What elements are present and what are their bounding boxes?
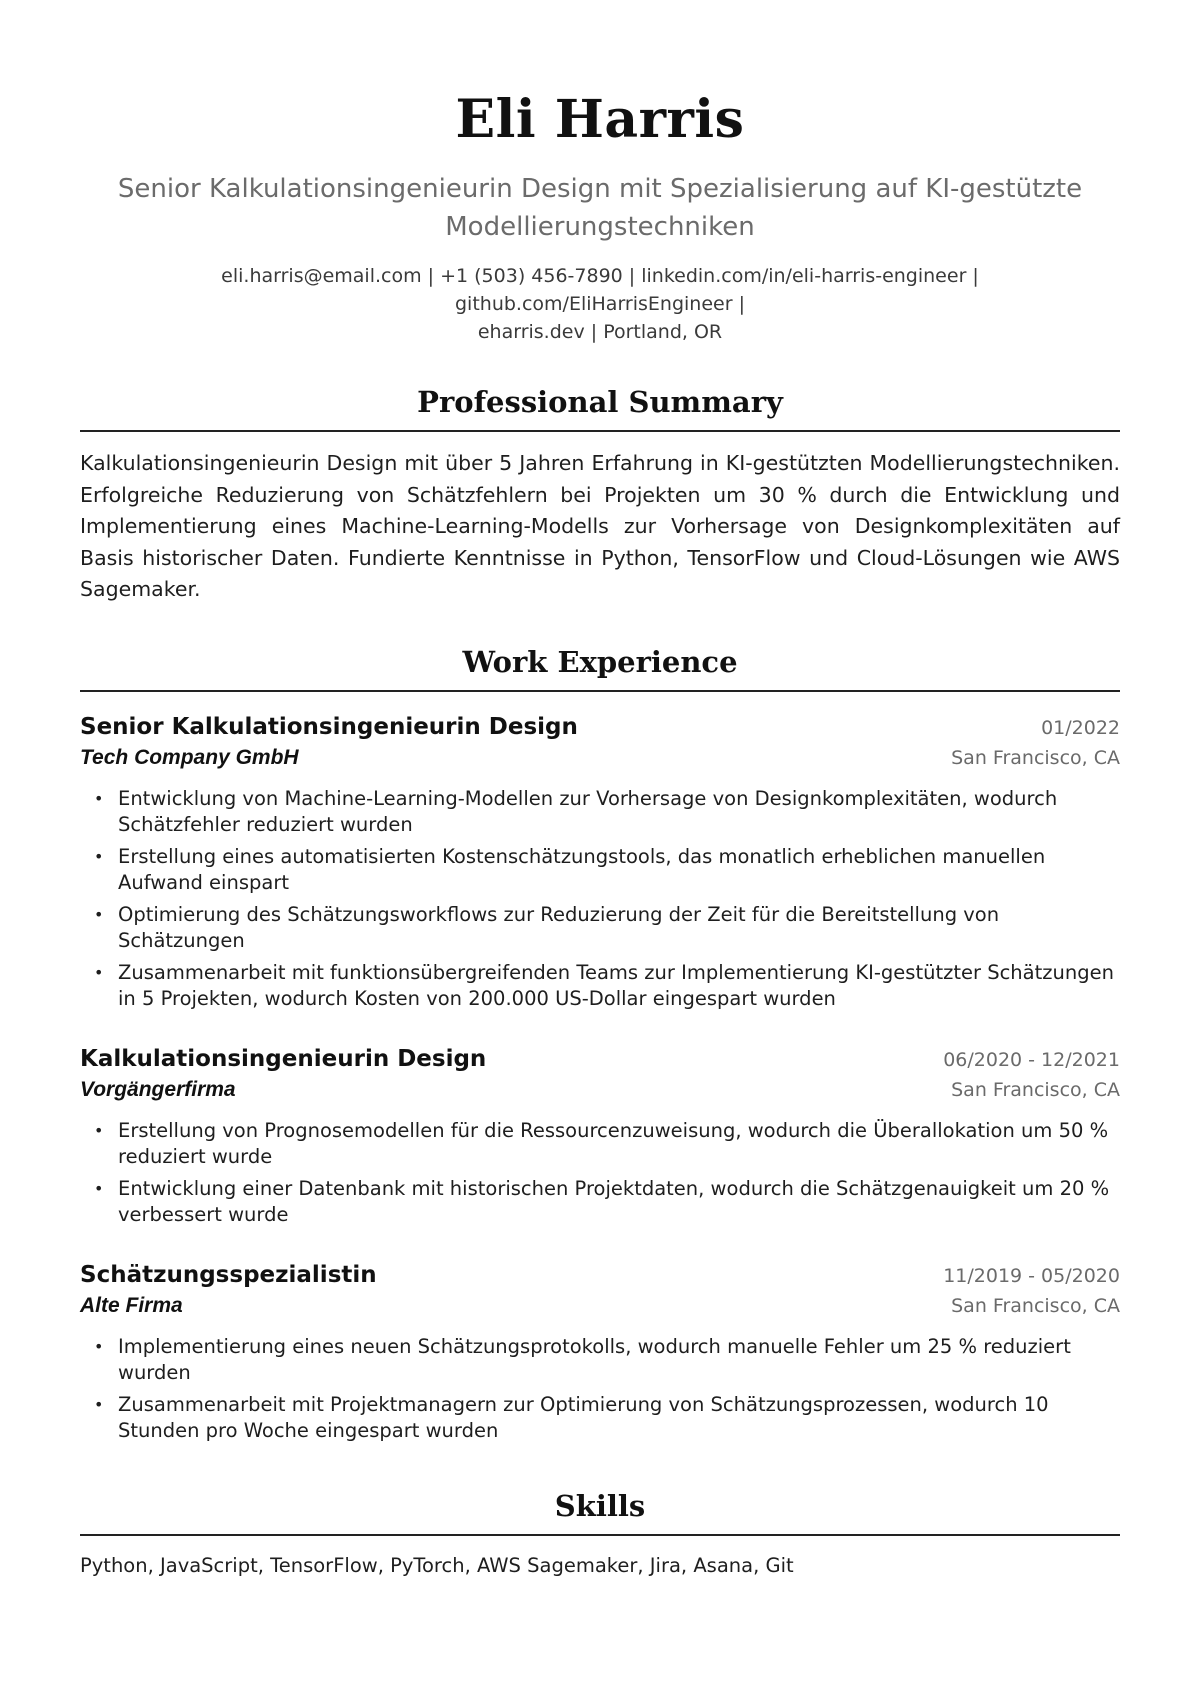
bullet-list	[80, 1334, 1120, 1444]
bullet-text: Optimierung des Schätzungsworkflows zur Reduzierung der Zeit für die Bereitstellung von Schätzungen	[118, 902, 1000, 952]
company-name: Alte Firma	[80, 1293, 183, 1317]
job-title: Senior Kalkulationsingenieurin Design	[80, 713, 578, 740]
experience-section	[80, 644, 1120, 1444]
bullet-icon: •	[94, 788, 104, 808]
section-title: Work Experience	[462, 644, 738, 679]
section-divider	[80, 430, 1120, 432]
bullet-icon: •	[94, 1120, 104, 1140]
skills-list: Python, JavaScript, TensorFlow, PyTorch, AWS Sagemaker, Jira, Asana, Git	[80, 1553, 794, 1577]
contact-line: eli.harris@email.com | +1 (503) 456-7890 | linkedin.com/in/eli-harris-engineer | github.com/EliHarrisEngineer |	[221, 265, 979, 315]
job-location: San Francisco, CA	[951, 1078, 1120, 1101]
list-item	[80, 844, 1120, 896]
list-item	[80, 902, 1120, 954]
job-entry	[80, 1262, 1120, 1444]
candidate-name: Eli Harris	[455, 89, 745, 150]
bullet-text: Implementierung eines neuen Schätzungsprotokolls, wodurch manuelle Fehler um 25 % reduziert wurden	[118, 1334, 1071, 1384]
job-date: 11/2019 - 05/2020	[943, 1264, 1120, 1287]
bullet-text: Entwicklung von Machine-Learning-Modellen zur Vorhersage von Designkomplexitäten, wodurch Schätzfehler reduziert wurden	[118, 786, 1058, 836]
job-entry	[80, 714, 1120, 1012]
bullet-icon: •	[94, 962, 104, 982]
list-item	[80, 1176, 1120, 1228]
skills-section	[80, 1488, 1120, 1577]
job-entry	[80, 1046, 1120, 1228]
summary-text: Kalkulationsingenieurin Design mit über 5 Jahren Erfahrung in KI-gestützten Modellierungstechniken. Erfolgreiche Reduzierung von Schätzfehlern bei Projekten um 30 % durch die Entwicklung und Implementierung eines Machine-Learning-Modells zur Vorhersage von Designkomplexitäten auf Basis historischer Daten. Fundierte Kenntnisse in Python, TensorFlow und Cloud-Lösungen wie AWS Sagemaker.	[80, 451, 1120, 601]
bullet-text: Zusammenarbeit mit funktionsübergreifenden Teams zur Implementierung KI-gestützter Schätzungen in 5 Projekten, wodurch Kosten von 200.000 US-Dollar eingespart wurden	[118, 960, 1114, 1010]
bullet-text: Erstellung eines automatisierten Kostenschätzungstools, das monatlich erheblichen manuellen Aufwand einspart	[118, 844, 1046, 894]
bullet-text: Erstellung von Prognosemodellen für die Ressourcenzuweisung, wodurch die Überallokation um 50 % reduziert wurde	[118, 1118, 1109, 1168]
company-name: Vorgängerfirma	[80, 1077, 236, 1101]
bullet-list	[80, 1118, 1120, 1228]
section-divider	[80, 690, 1120, 692]
resume-page	[80, 0, 1120, 1577]
list-item	[80, 1392, 1120, 1444]
headline: Senior Kalkulationsingenieurin Design mit Spezialisierung auf KI-gestützte Modellierungstechniken	[117, 174, 1083, 242]
company-name: Tech Company GmbH	[80, 745, 299, 769]
summary-section	[80, 384, 1120, 606]
bullet-list	[80, 786, 1120, 1012]
section-divider	[80, 1534, 1120, 1536]
bullet-icon: •	[94, 1178, 104, 1198]
list-item	[80, 1334, 1120, 1386]
list-item	[80, 960, 1120, 1012]
job-location: San Francisco, CA	[951, 1294, 1120, 1317]
bullet-icon: •	[94, 846, 104, 866]
bullet-icon: •	[94, 1336, 104, 1356]
section-title: Skills	[554, 1488, 646, 1523]
contact-line: eharris.dev | Portland, OR	[477, 321, 723, 343]
job-location: San Francisco, CA	[951, 746, 1120, 769]
bullet-text: Zusammenarbeit mit Projektmanagern zur Optimierung von Schätzungsprozessen, wodurch 10 Stunden pro Woche eingespart wurden	[118, 1392, 1049, 1442]
job-title: Schätzungsspezialistin	[80, 1261, 377, 1288]
section-title: Professional Summary	[417, 385, 783, 419]
bullet-icon: •	[94, 1394, 104, 1414]
bullet-icon: •	[94, 904, 104, 924]
list-item	[80, 1118, 1120, 1170]
bullet-text: Entwicklung einer Datenbank mit historischen Projektdaten, wodurch die Schätzgenauigkeit um 20 % verbessert wurde	[118, 1176, 1110, 1226]
list-item	[80, 786, 1120, 838]
job-date: 06/2020 - 12/2021	[943, 1048, 1120, 1071]
contact-info	[80, 262, 1120, 346]
job-date: 01/2022	[1041, 716, 1120, 739]
job-title: Kalkulationsingenieurin Design	[80, 1045, 487, 1072]
